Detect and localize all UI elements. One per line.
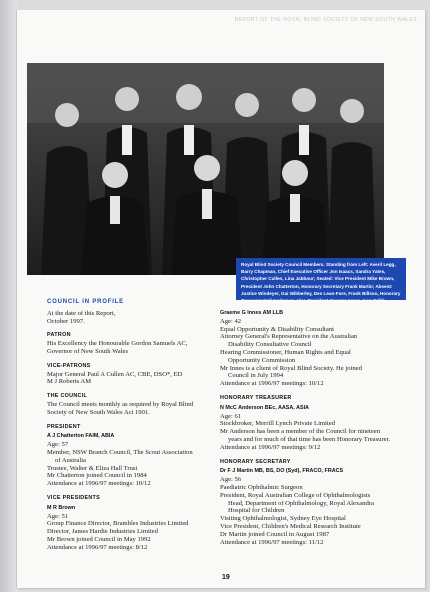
patron-heading: PATRON [47, 332, 71, 339]
innes-line: Equal Opportunity & Disability Consultant [220, 325, 334, 333]
vice-patrons-heading: VICE-PATRONS [47, 362, 91, 369]
vice-president-line: Attendance at 1996/97 meetings: 8/12 [47, 543, 148, 551]
running-header: REPORT OF THE ROYAL BLIND SOCIETY OF NEW SOUTH WALES [234, 17, 417, 23]
treasurer-details [220, 413, 410, 452]
innes-name: Graeme G Innes AM LLB [220, 310, 284, 316]
treasurer-heading: HONORARY TREASURER [220, 394, 292, 401]
vice-patron-line: Major General Paul A Cullen AC, CBE, DSO*, ED [47, 370, 183, 378]
innes-line: Age: 42 [220, 317, 242, 325]
vice-patron-line: M J Roberts AM [47, 378, 92, 386]
photo-caption: Royal Blind Society Council Members. Standing from Left: Averil Legg, Barry Chapman, Chief Executive Officer Jon Isaacs, Sandra Yates, Christopher Cullen, Lina Jabbour; Seated: Vice President Mike Brown, President John Chatterton, Honorary Secretary Frank Martin; Absent: Justice Windeyer, Gai Wibberley, Des Lean-Fore, Frank Billson, Honorary Treasurer Neil Anderson, Vice President Graeme Innes, Ivan Cribb. [236, 258, 406, 300]
president-line: Member, NSW Branch Council, The Scout Association [47, 448, 193, 456]
innes-details [220, 318, 410, 388]
page-number: 19 [222, 574, 230, 581]
secretary-line: Attendance at 1996/97 meetings: 11/12 [220, 538, 324, 546]
vice-president-line: Mr Brown joined Council in May 1992 [47, 535, 151, 543]
treasurer-line: Mr Anderson has been a member of the Council for nineteen [220, 428, 381, 436]
vice-president-line: Age: 51 [47, 512, 69, 520]
president-line: of Australia [55, 456, 86, 464]
innes-line: Attendance at 1996/97 meetings: 10/12 [220, 380, 324, 388]
treasurer-name: N McC Anderson BEc, AASA, ASIA [220, 404, 309, 411]
patron-line: Governor of New South Wales [47, 347, 129, 355]
council-group-photo [27, 63, 384, 275]
page-binding-edge [0, 0, 17, 592]
vice-president-line: Group Finance Director, Brambles Industries Limited [47, 520, 189, 528]
innes-line: Council in July 1994 [228, 372, 284, 380]
president-name: A J Chatterton FAIM, ABIA [47, 433, 115, 440]
secretary-line: Head, Department of Ophthalmology, Royal Alexandra [228, 499, 374, 507]
innes-line: Attorney General's Representative on the Australian [220, 333, 358, 341]
council-group-photo-image [27, 63, 384, 275]
innes-line: Opportunity Commission [228, 356, 296, 364]
intro-line: At the date of this Report, [47, 309, 116, 317]
secretary-line: Vice President, Children's Medical Research Institute [220, 522, 361, 530]
innes-line: Disability Consultative Council [228, 341, 312, 349]
patron-line: His Excellency the Honourable Gordon Samuels AC, [47, 340, 188, 348]
treasurer-line: years and for much of that time has been Honorary Treasurer. [228, 435, 391, 443]
intro-line: October 1997. [47, 317, 85, 325]
secretary-heading: HONORARY SECRETARY [220, 458, 291, 465]
secretary-line: President, Royal Australian College of Ophthalmologists [220, 491, 371, 499]
vice-president-name: M R Brown [47, 504, 76, 511]
council-profile-title: COUNCIL IN PROFILE [47, 299, 124, 305]
president-heading: PRESIDENT [47, 423, 81, 430]
council-line: The Council meets monthly as required by Royal Blind [47, 400, 194, 408]
secretary-line: Hospital for Children [228, 507, 285, 515]
secretary-name: Dr F J Martin MB, BS, DO (Syd), FRACO, FRACS [220, 468, 344, 475]
innes-line: Hearing Commissioner, Human Rights and Equal [220, 348, 351, 356]
secretary-line: Age: 56 [220, 476, 242, 484]
council-profile-column-right [220, 299, 410, 546]
secretary-line: Paediatric Ophthalmic Surgeon [220, 483, 303, 491]
vice-president-line: Director, James Hardie Industries Limited [47, 528, 158, 536]
council-profile-column [47, 299, 203, 552]
president-line: Age: 57 [47, 441, 69, 449]
president-line: Trustee, Walter & Eliza Hall Trust [47, 464, 138, 472]
council-line: Society of New South Wales Act 1901. [47, 408, 150, 416]
treasurer-line: Age: 61 [220, 412, 242, 420]
secretary-details [220, 476, 410, 546]
treasurer-line: Stockbroker, Merrill Lynch Private Limited [220, 420, 335, 428]
secretary-line: Visiting Ophthalmologist, Sydney Eye Hospital [220, 515, 346, 523]
president-line: Attendance at 1996/97 meetings: 10/12 [47, 480, 151, 488]
council-heading: THE COUNCIL [47, 393, 88, 400]
president-line: Mr Chatterton joined Council in 1984 [47, 472, 147, 480]
vice-presidents-heading: VICE PRESIDENTS [47, 494, 101, 501]
treasurer-line: Attendance at 1996/97 meetings: 9/12 [220, 443, 321, 451]
innes-line: Mr Innes is a client of Royal Blind Society. He joined [220, 364, 362, 372]
secretary-line: Dr Martin joined Council in August 1987 [220, 530, 330, 538]
